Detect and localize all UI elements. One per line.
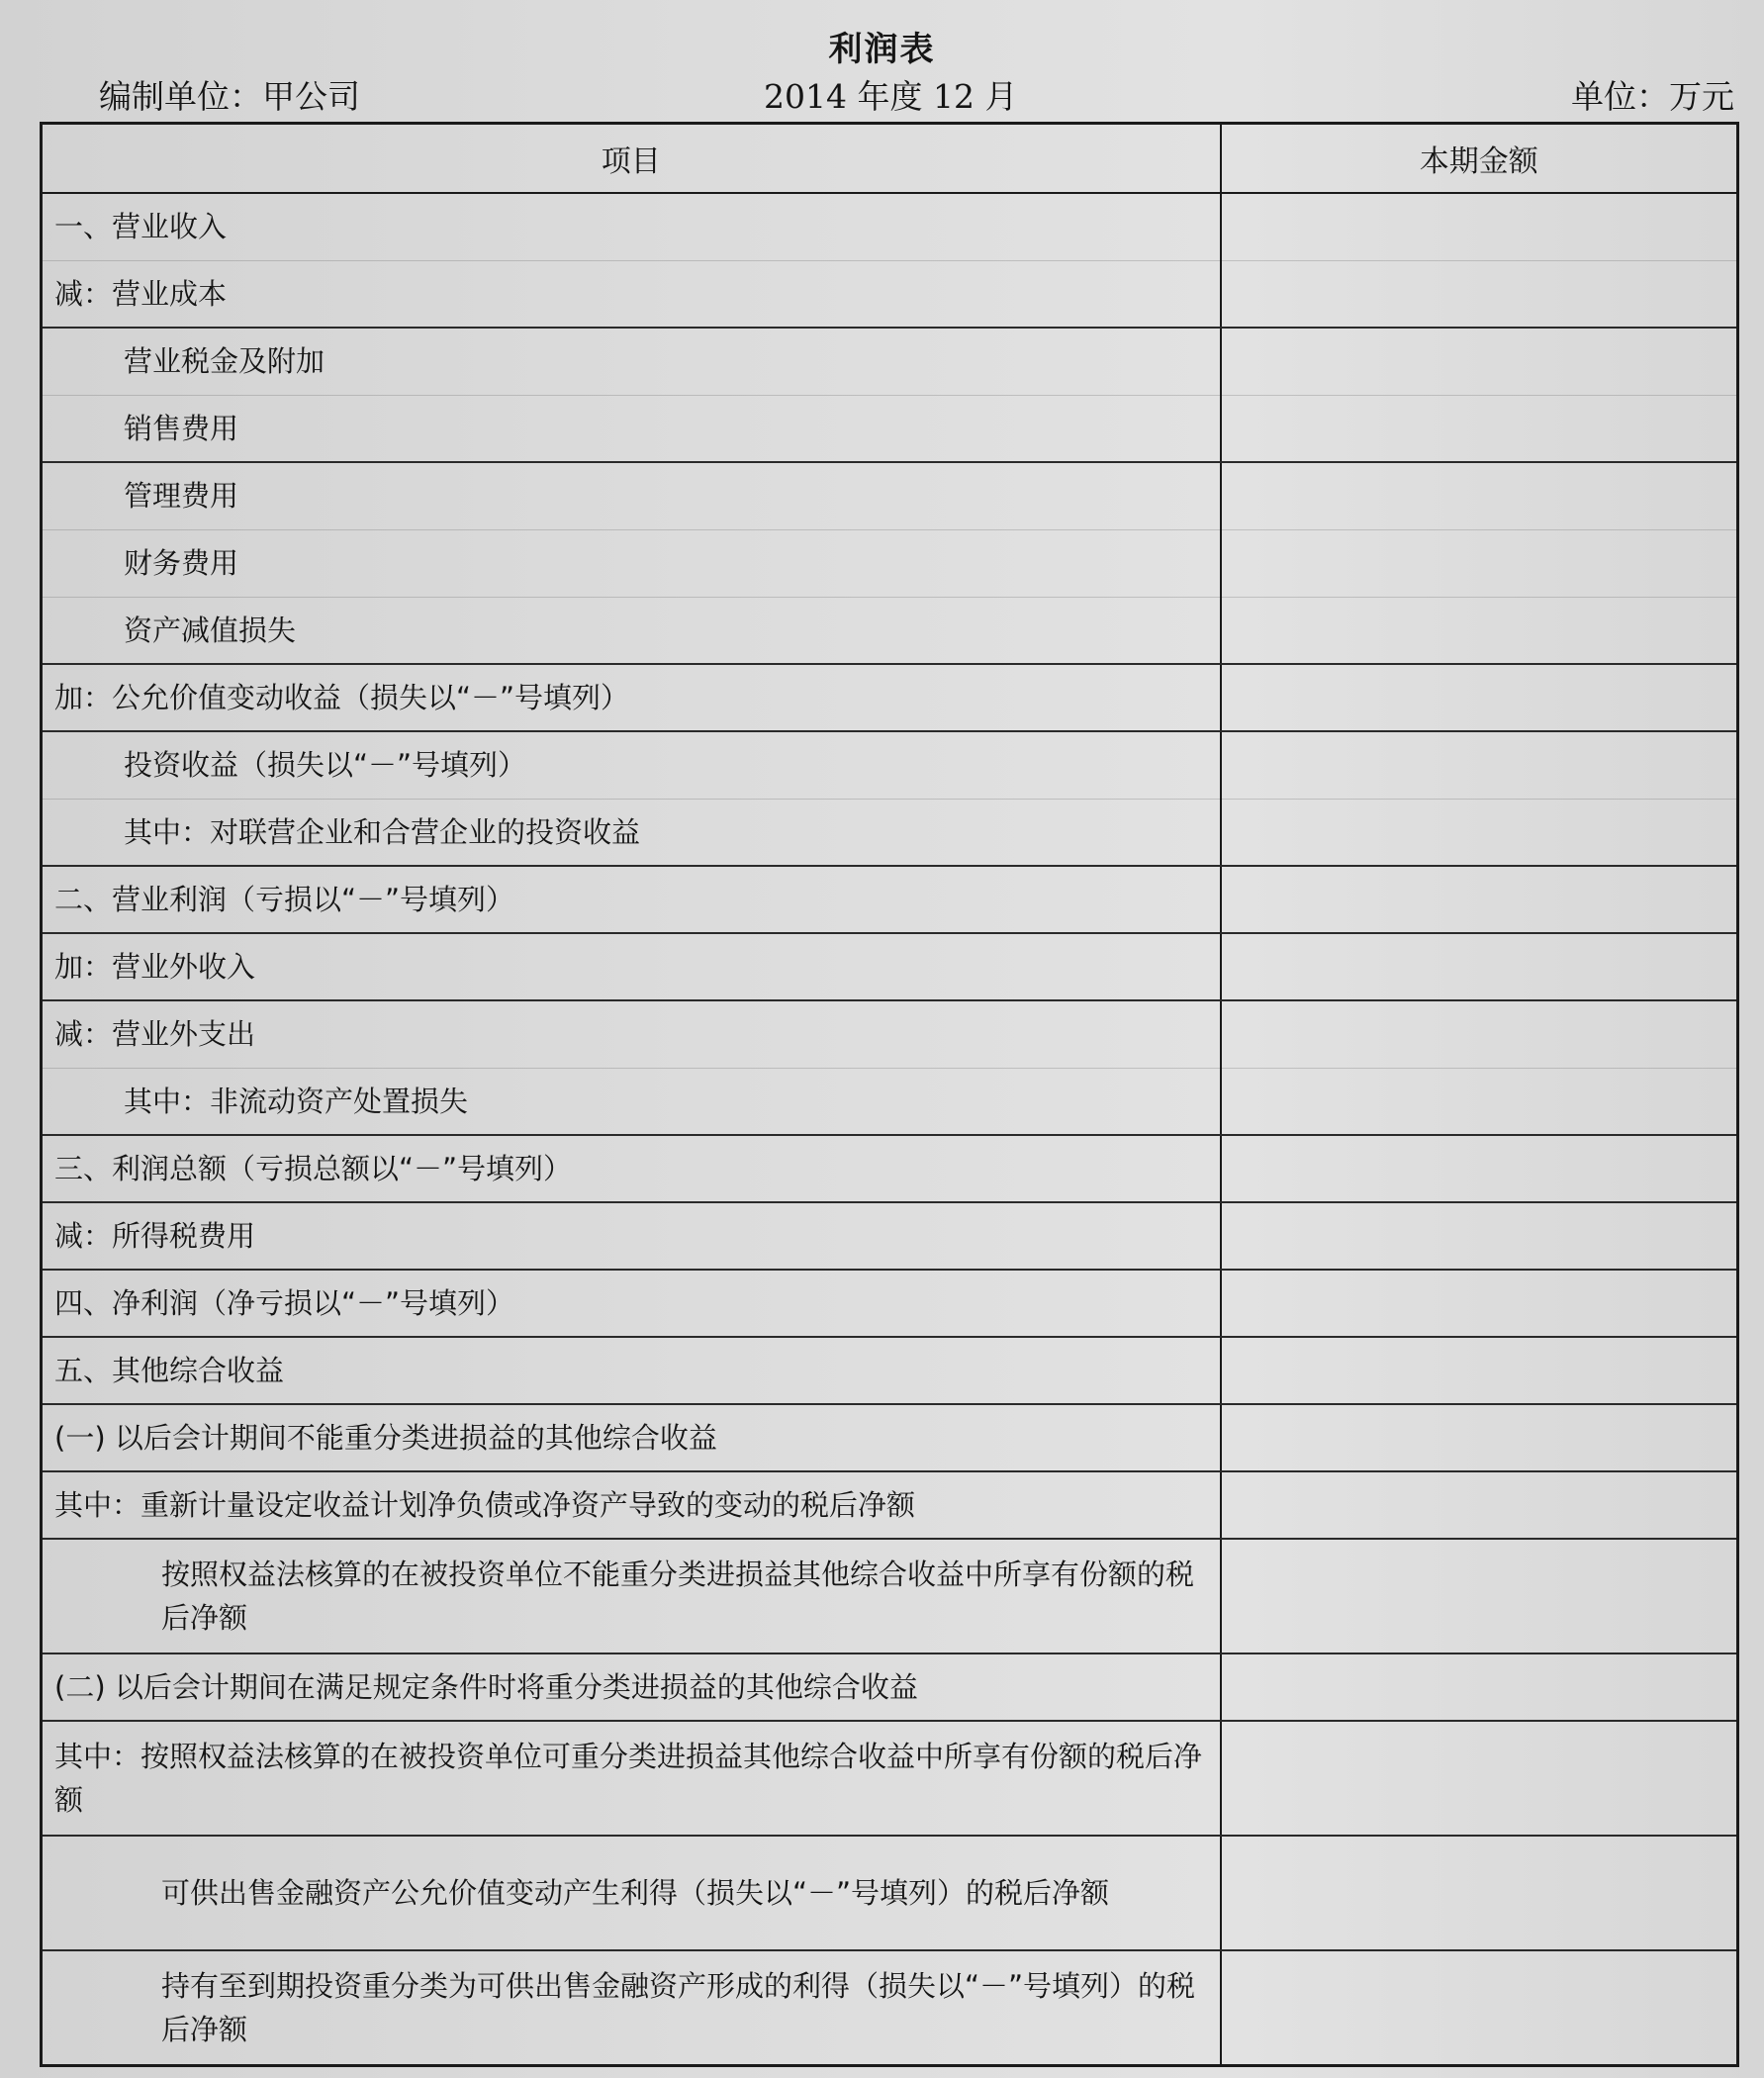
row-label: 资产减值损失 <box>42 597 1221 664</box>
row-label: 其中：重新计量设定收益计划净负债或净资产导致的变动的税后净额 <box>42 1471 1221 1539</box>
table-row <box>42 395 1738 462</box>
report-period: 2014 年度 12 月 <box>764 77 1018 116</box>
prepared-by: 编制单位：甲公司 <box>99 77 360 116</box>
row-label: 按照权益法核算的在被投资单位不能重分类进损益其他综合收益中所享有份额的税后净额 <box>42 1539 1221 1653</box>
row-amount <box>1221 1653 1738 1721</box>
row-label: (二) 以后会计期间在满足规定条件时将重分类进损益的其他综合收益 <box>42 1653 1221 1721</box>
table-row <box>42 597 1738 664</box>
table-row <box>42 1404 1738 1471</box>
row-label: 持有至到期投资重分类为可供出售金融资产形成的利得（损失以“－”号填列）的税后净额 <box>42 1950 1221 2065</box>
row-amount <box>1221 260 1738 328</box>
table-row <box>42 1270 1738 1337</box>
row-label: 其中：按照权益法核算的在被投资单位可重分类进损益其他综合收益中所享有份额的税后净额 <box>42 1721 1221 1836</box>
row-amount <box>1221 1270 1738 1337</box>
row-amount <box>1221 328 1738 395</box>
row-label: 其中：非流动资产处置损失 <box>42 1068 1221 1135</box>
table-row <box>42 1539 1738 1653</box>
row-amount <box>1221 529 1738 597</box>
row-label: 管理费用 <box>42 462 1221 529</box>
table-row <box>42 1000 1738 1068</box>
row-amount <box>1221 1950 1738 2065</box>
statement-title: 利润表 <box>828 30 936 69</box>
row-amount <box>1221 866 1738 933</box>
row-label: 减：所得税费用 <box>42 1202 1221 1270</box>
row-label: 减：营业成本 <box>42 260 1221 328</box>
table-row <box>42 731 1738 799</box>
row-label: 财务费用 <box>42 529 1221 597</box>
table-row <box>42 1068 1738 1135</box>
row-amount <box>1221 597 1738 664</box>
row-amount <box>1221 1539 1738 1653</box>
row-label: 加：公允价值变动收益（损失以“－”号填列） <box>42 664 1221 731</box>
table-header-row <box>42 124 1738 194</box>
row-label: 五、其他综合收益 <box>42 1337 1221 1404</box>
row-amount <box>1221 1135 1738 1202</box>
row-label: 四、净利润（净亏损以“－”号填列） <box>42 1270 1221 1337</box>
row-amount <box>1221 799 1738 866</box>
table-row <box>42 260 1738 328</box>
row-amount <box>1221 395 1738 462</box>
table-row <box>42 1653 1738 1721</box>
row-label: 投资收益（损失以“－”号填列） <box>42 731 1221 799</box>
row-amount <box>1221 1721 1738 1836</box>
table-row <box>42 933 1738 1000</box>
row-amount <box>1221 1337 1738 1404</box>
table-row <box>42 1721 1738 1836</box>
row-amount <box>1221 1836 1738 1950</box>
table-row <box>42 1337 1738 1404</box>
table-row <box>42 328 1738 395</box>
row-label: 一、营业收入 <box>42 193 1221 260</box>
row-amount <box>1221 664 1738 731</box>
row-label: 其中：对联营企业和合营企业的投资收益 <box>42 799 1221 866</box>
row-amount <box>1221 1000 1738 1068</box>
row-amount <box>1221 1404 1738 1471</box>
row-amount <box>1221 1068 1738 1135</box>
table-row <box>42 799 1738 866</box>
row-amount <box>1221 193 1738 260</box>
column-header-item: 项目 <box>42 124 1221 194</box>
table-row <box>42 664 1738 731</box>
row-label: (一) 以后会计期间不能重分类进损益的其他综合收益 <box>42 1404 1221 1471</box>
row-amount <box>1221 462 1738 529</box>
row-amount <box>1221 731 1738 799</box>
table-row <box>42 1135 1738 1202</box>
table-row <box>42 866 1738 933</box>
row-label: 营业税金及附加 <box>42 328 1221 395</box>
table-row <box>42 1202 1738 1270</box>
row-amount <box>1221 933 1738 1000</box>
table-row <box>42 193 1738 260</box>
income-statement-table <box>40 122 1739 2067</box>
row-label: 加：营业外收入 <box>42 933 1221 1000</box>
table-row <box>42 529 1738 597</box>
table-row <box>42 462 1738 529</box>
row-amount <box>1221 1471 1738 1539</box>
row-label: 减：营业外支出 <box>42 1000 1221 1068</box>
table-row <box>42 1471 1738 1539</box>
row-label: 三、利润总额（亏损总额以“－”号填列） <box>42 1135 1221 1202</box>
table-row <box>42 1950 1738 2065</box>
row-label: 销售费用 <box>42 395 1221 462</box>
row-label: 可供出售金融资产公允价值变动产生利得（损失以“－”号填列）的税后净额 <box>42 1836 1221 1950</box>
row-label: 二、营业利润（亏损以“－”号填列） <box>42 866 1221 933</box>
row-amount <box>1221 1202 1738 1270</box>
column-header-amount: 本期金额 <box>1221 124 1738 194</box>
currency-unit: 单位：万元 <box>1571 77 1734 116</box>
table-row <box>42 1836 1738 1950</box>
